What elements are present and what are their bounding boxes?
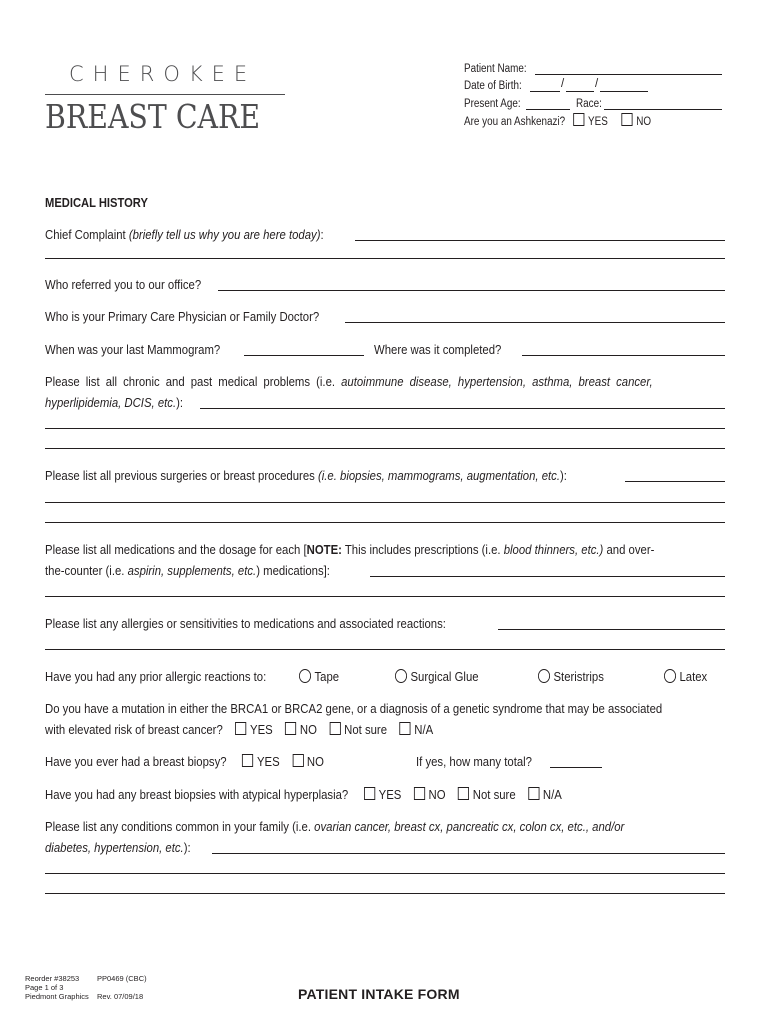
where-completed-field[interactable] xyxy=(522,355,725,356)
surgeries-colon: ): xyxy=(560,468,567,483)
family-conditions-line-2[interactable] xyxy=(45,873,725,874)
medications-question xyxy=(45,539,655,560)
surgical-glue-radio[interactable] xyxy=(395,669,407,683)
section-title: MEDICAL HISTORY xyxy=(45,195,148,210)
biopsy-total-field[interactable] xyxy=(550,767,602,768)
ashkenazi-yes-label: YES xyxy=(588,116,608,128)
chronic-problems-colon: ): xyxy=(176,395,184,410)
age-row xyxy=(464,95,521,113)
steristrips-radio[interactable] xyxy=(538,669,550,683)
dob-label: Date of Birth: xyxy=(464,80,522,92)
medications-text-4: the-counter (i.e. xyxy=(45,563,128,578)
chief-complaint-label: Chief Complaint xyxy=(45,227,126,242)
chief-complaint-colon: : xyxy=(320,227,324,242)
medications-question-cont xyxy=(45,560,630,581)
brca-yes-checkbox[interactable] xyxy=(235,722,246,735)
pcp-question: Who is your Primary Care Physician or Family Doctor? xyxy=(45,309,320,324)
surgeries-field[interactable] xyxy=(625,481,725,482)
medications-text-1: Please list all medications and the dosage for each [ xyxy=(45,542,307,557)
option-surgical-glue[interactable] xyxy=(395,666,490,687)
dob-slash-1: / xyxy=(561,78,565,90)
ashkenazi-yes-checkbox[interactable] xyxy=(573,113,584,126)
footer-left xyxy=(25,974,89,1001)
race-label: Race: xyxy=(576,98,602,110)
brca-notsure-label: Not sure xyxy=(344,722,388,737)
brca-question-cont xyxy=(45,719,630,740)
family-conditions-text-1: Please list any conditions common in your family (i.e. xyxy=(45,819,315,834)
logo xyxy=(45,60,285,137)
ashkenazi-no-label: NO xyxy=(636,116,652,128)
brca-no-label: NO xyxy=(299,722,317,737)
patient-name-row xyxy=(464,60,527,78)
chronic-problems-question-cont xyxy=(45,392,630,413)
chronic-problems-field[interactable] xyxy=(200,408,725,409)
footer-page: Page 1 of 3 xyxy=(25,983,64,992)
steristrips-label: Steristrips xyxy=(553,669,604,684)
tape-label: Tape xyxy=(314,669,340,684)
allergies-field[interactable] xyxy=(498,629,725,630)
latex-radio[interactable] xyxy=(664,669,676,683)
biopsy-yes-label: YES xyxy=(256,754,280,769)
chronic-problems-examples-1: autoimmune disease, hypertension, asthma, breast cancer, xyxy=(341,374,653,389)
chief-complaint-question xyxy=(45,224,630,245)
surgeries-line-3[interactable] xyxy=(45,522,725,523)
ashkenazi-no-checkbox[interactable] xyxy=(622,113,633,126)
medications-examples-1: blood thinners, etc.) xyxy=(503,542,604,557)
last-mammogram-question: When was your last Mammogram? xyxy=(45,342,221,357)
surgeries-examples: (i.e. biopsies, mammograms, augmentation, etc. xyxy=(317,468,561,483)
option-tape[interactable] xyxy=(299,666,368,687)
atypical-na-checkbox[interactable] xyxy=(528,787,539,800)
allergic-reactions-question: Have you had any prior allergic reactions to: xyxy=(45,669,267,684)
biopsy-question-text: Have you ever had a breast biopsy? xyxy=(45,754,227,769)
surgeries-line-2[interactable] xyxy=(45,502,725,503)
atypical-no-label: NO xyxy=(428,787,446,802)
footer-reorder: Reorder #38253 xyxy=(25,974,80,983)
medications-text-2: This includes prescriptions (i.e. xyxy=(341,542,504,557)
footer-rev: Rev. 07/09/18 xyxy=(97,992,144,1001)
brca-question: Do you have a mutation in either the BRCA1 or BRCA2 gene, or a diagnosis of a genetic syndrome that may be associated xyxy=(45,701,663,716)
chronic-problems-examples-2: hyperlipidemia, DCIS, etc. xyxy=(45,395,177,410)
brca-question-text-2: with elevated risk of breast cancer? xyxy=(45,722,223,737)
referred-field[interactable] xyxy=(218,290,725,291)
brca-yes-label: YES xyxy=(250,722,273,737)
form-title: PATIENT INTAKE FORM xyxy=(298,986,460,1002)
patient-name-label: Patient Name: xyxy=(464,63,527,75)
chronic-problems-question xyxy=(45,371,724,392)
atypical-question xyxy=(45,784,630,805)
option-latex[interactable] xyxy=(664,666,716,687)
atypical-question-text: Have you had any breast biopsies with atypical hyperplasia? xyxy=(45,787,349,802)
ashkenazi-label: Are you an Ashkenazi? xyxy=(464,116,566,128)
surgeries-text: Please list all previous surgeries or breast procedures xyxy=(45,468,318,483)
dob-month-field[interactable] xyxy=(530,91,560,92)
age-field[interactable] xyxy=(526,109,570,110)
brca-no-checkbox[interactable] xyxy=(285,722,296,735)
brca-na-checkbox[interactable] xyxy=(400,722,411,735)
chief-complaint-hint: (briefly tell us why you are here today) xyxy=(128,227,321,242)
where-completed-question: Where was it completed? xyxy=(374,342,502,357)
logo-top-text: CHEROKEE xyxy=(69,62,257,86)
family-conditions-question xyxy=(45,816,630,837)
footer-printer: Piedmont Graphics xyxy=(25,992,89,1001)
biopsy-no-label: NO xyxy=(306,754,324,769)
race-field[interactable] xyxy=(604,109,722,110)
surgeries-question xyxy=(45,465,630,486)
medications-field[interactable] xyxy=(370,576,725,577)
pcp-field[interactable] xyxy=(345,322,725,323)
biopsy-yes-checkbox[interactable] xyxy=(242,754,253,767)
medications-text-5: ) medications]: xyxy=(256,563,330,578)
last-mammogram-field[interactable] xyxy=(244,355,364,356)
referred-question: Who referred you to our office? xyxy=(45,277,202,292)
medications-line-2[interactable] xyxy=(45,596,725,597)
latex-label: Latex xyxy=(679,669,708,684)
atypical-yes-checkbox[interactable] xyxy=(364,787,375,800)
medications-text-3: and over- xyxy=(603,542,655,557)
family-conditions-line-3[interactable] xyxy=(45,893,725,894)
tape-radio[interactable] xyxy=(299,669,311,683)
family-conditions-examples-1: ovarian cancer, breast cx, pancreatic cx, colon cx, etc., and/or xyxy=(314,819,625,834)
footer-code: PP0469 (CBC) xyxy=(97,974,147,983)
atypical-notsure-checkbox[interactable] xyxy=(458,787,469,800)
medications-examples-2: aspirin, supplements, etc. xyxy=(127,563,257,578)
brca-notsure-checkbox[interactable] xyxy=(330,722,341,735)
dob-slash-2: / xyxy=(595,78,599,90)
ashkenazi-row xyxy=(464,113,651,131)
age-label: Present Age: xyxy=(464,98,521,110)
footer-middle xyxy=(97,974,147,1001)
allergies-question: Please list any allergies or sensitivities to medications and associated reactions: xyxy=(45,616,446,631)
logo-bottom-text: BREAST CARE xyxy=(45,97,261,136)
family-conditions-question-cont xyxy=(45,837,630,858)
chief-complaint-line-2[interactable] xyxy=(45,258,725,259)
atypical-no-checkbox[interactable] xyxy=(414,787,425,800)
allergies-line-2[interactable] xyxy=(45,649,725,650)
option-steristrips[interactable] xyxy=(538,666,615,687)
atypical-na-label: N/A xyxy=(542,787,562,802)
chronic-problems-line-3[interactable] xyxy=(45,448,725,449)
family-conditions-colon: ): xyxy=(183,840,191,855)
atypical-yes-label: YES xyxy=(378,787,402,802)
logo-divider xyxy=(45,94,285,95)
surgical-glue-label: Surgical Glue xyxy=(410,669,479,684)
dob-row xyxy=(464,77,522,95)
chief-complaint-field[interactable] xyxy=(355,240,725,241)
biopsy-total-question: If yes, how many total? xyxy=(416,754,532,769)
dob-day-field[interactable] xyxy=(566,91,594,92)
medications-note: NOTE: xyxy=(306,542,342,557)
atypical-notsure-label: Not sure xyxy=(472,787,516,802)
dob-year-field[interactable] xyxy=(600,91,648,92)
family-conditions-examples-2: diabetes, hypertension, etc. xyxy=(45,840,184,855)
brca-na-label: N/A xyxy=(414,722,434,737)
race-row xyxy=(576,95,602,113)
chronic-problems-text-1: Please list all chronic and past medical problems (i.e. xyxy=(45,374,342,389)
family-conditions-field[interactable] xyxy=(212,853,725,854)
patient-name-field[interactable] xyxy=(535,74,722,75)
biopsy-no-checkbox[interactable] xyxy=(292,754,303,767)
chronic-problems-line-2[interactable] xyxy=(45,428,725,429)
